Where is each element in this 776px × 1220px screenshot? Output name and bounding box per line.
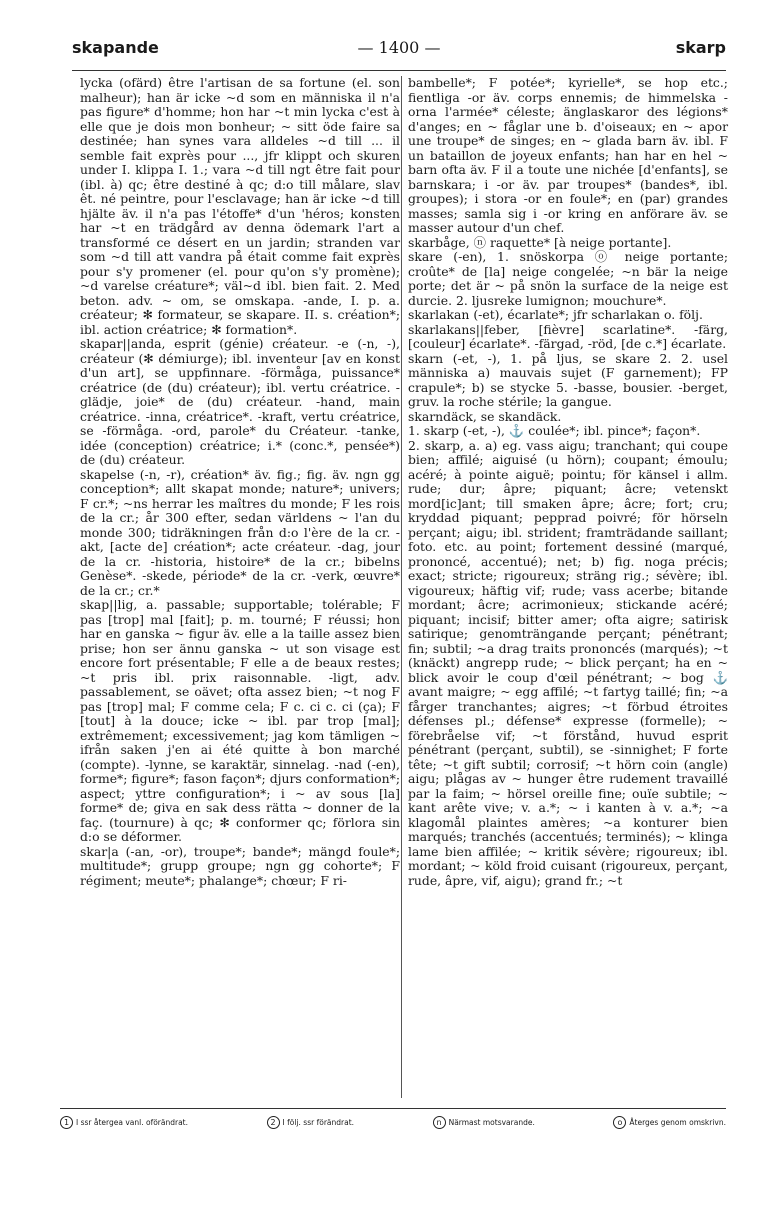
circled-symbol-icon: o bbox=[613, 1116, 626, 1129]
page-number: — 1400 — bbox=[357, 38, 441, 57]
entry-paragraph: skare (-en), 1. snöskorpa ⓞ neige portante; croûte* de [la] neige congelée; ~n bär la neige porte; det är ~ på snön la surface de la neige est durcie. 2. ljusreke lumignon; mouchure*. bbox=[408, 249, 728, 308]
entry-paragraph: skar|a (-an, -or), troupe*; bande*; mängd foule*; multitude*; grupp groupe; ngn gg cohorte*; F régiment; meute*; phalange*; chœur; F ri- bbox=[80, 843, 400, 888]
entry-paragraph: skarlakan (-et), écarlate*; jfr scharlakan o. följ. bbox=[408, 307, 703, 322]
circled-symbol-icon: n bbox=[433, 1116, 446, 1129]
circled-symbol-icon: 2 bbox=[267, 1116, 280, 1129]
footnote bbox=[433, 1116, 535, 1129]
footnote-text: Närmast motsvarande. bbox=[448, 1118, 535, 1127]
footnote-rule bbox=[60, 1108, 726, 1109]
footnote bbox=[613, 1116, 726, 1129]
page-header bbox=[72, 36, 726, 68]
footnote bbox=[267, 1116, 354, 1129]
entry-paragraph: 2. skarp, a. a) eg. vass aigu; tranchant; qui coupe bien; affilé; aiguisé (u hörn); coupant; émoulu; acéré; à pointe aiguë; pointu; för känsel i allm. rude; dur; âpre; piquant; âcre; vetenskt mord[ic]ant; till smaken âpre; âcre; fort; cru; kryddad piquant; pepprad poivré; för hörseln perçant; aigu; ibl. strident; framträdande saillant; foto. etc. au point; fortement dessiné (marqué, prononcé, accentué); net; b) fig. noga précis; exact; stricte; rigoureux; sträng rig.; sévère; ibl. vigoureux; häftig vif; rude; vass acerbe; bitande mordant; âcre; acrimonieux; stickande acéré; piquant; incisif; bitter amer; ofta aigre; satirisk satirique; genomträngande perçant; pénétrant; fin; subtil; ~a drag traits prononcés (marqués); ~t (knäckt) angrepp rude; ~ blick perçant; ha en ~ blick avoir le coup d'œil pénétrant; ~ bog ⚓ avant maigre; ~ egg affilé; ~t fartyg taillé; fin; ~a fårger tranchantes; aigres; ~t förbud étroites défenses pl.; défense* expresse (formelle); ~ förebråelse vif; ~t förstånd, huvud esprit pénétrant (perçant, subtil), se -sinnighet; F forte tête; ~t gift subtil; corrosif; ~t hörn coin (angle) aigu; plågas av ~ hunger être rudement travaillé par la faim; ~ hörsel oreille fine; ouïe subtile; ~ kant arête vive; v. a.*; ~ i kanten à v. a.*; ~a klagomål plaintes amères; ~a konturer bien marqués; tranchés (accentués; terminés); ~ klinga lame bien affilée; ~ kritik sévère; rigoureux; ibl. mordant; ~ köld froid cuisant (rigoureux, perçant, rude, âpre, vif, aigu); grand fr.; ~t bbox=[408, 437, 728, 888]
column-divider bbox=[401, 76, 402, 1098]
entry-paragraph: 1. skarp (-et, -), ⚓ coulée*; ibl. pince*; façon*. bbox=[408, 423, 701, 438]
entry-paragraph: skapelse (-n, -r), création* äv. fig.; fig. äv. ngn gg conception*; allt skapat monde; nature*; univers; F cr.*; ~ns herrar les maîtres du monde; F les rois de la cr.; år 300 efter, sedan världens ~ l'an du monde 300; tidräkningen från d:o l'ère de la cr. -akt, [acte de] création*; acte créateur. -dag, jour de la cr. -historia, histoire* de la cr.; bibelns Genèse*. -skede, période* de la cr. -verk, œuvre* de la cr.; cr.* bbox=[80, 466, 400, 598]
footnote bbox=[60, 1116, 188, 1129]
right-guide-word: skarp bbox=[675, 38, 726, 57]
entry-paragraph: bambelle*; F potée*; kyrielle*, se hop etc.; fientliga -or äv. corps ennemis; de himmelska -orna l'armée* céleste; änglaskaror des légions* d'anges; en ~ fåglar une b. d'oiseaux; en ~ apor une troupe* de singes; en ~ glada barn äv. ibl. F un bataillon de joyeux enfants; han har en hel ~ barn ofta äv. F il a toute une nichée [d'enfants], se barnskara; i -or äv. par troupes* (bandes*, ibl. groupes); i stora -or en foule*; en (par) grandes masses; samla sig i -or kring en anförare äv. se masser autour d'un chef. bbox=[408, 75, 728, 235]
entry-paragraph: skarbåge, ⓝ raquette* [à neige portante]. bbox=[408, 234, 672, 250]
right-column bbox=[408, 76, 728, 888]
entry-paragraph: skap||lig, a. passable; supportable; tolérable; F pas [trop] mal [fait]; p. m. tourné; F réussi; hon har en ganska ~ figur äv. elle a la taille assez bien prise; hon ser ännu ganska ~ ut son visage est encore fort présentable; F elle a de beaux restes; ~t pris ibl. prix raisonnable. -ligt, adv. passablement, se oävet; ofta assez bien; ~t nog F pas [trop] mal; F comme cela; F c. ci c. ci (ça); F [tout] à la douce; icke ~ ibl. par trop [mal]; extrêmement; excessivement; jag kom tämligen ~ ifrån saken j'en ai été quitte à bon marché (compte). -lynne, se karaktär, sinnelag. -nad (-en), forme*; figure*; fason façon*; djurs conformation*; aspect; yttre configuration*; i ~ av sous [la] forme* de; giva en sak dess rätta ~ donner de la faç. (tournure) à qc; ✻ conformer qc; förlora sin d:o se déformer. bbox=[80, 597, 400, 844]
footnotes bbox=[60, 1116, 726, 1129]
entry-paragraph: skarlakans||feber, [fièvre] scarlatine*. -färg, [couleur] écarlate*. -färgad, -röd, [de c.*] écarlate. bbox=[408, 321, 728, 351]
header-rule bbox=[72, 70, 726, 71]
entry-paragraph: skarn (-et, -), 1. på ljus, se skare 2. 2. usel människa a) mauvais sujet (F garnement); FP crapule*; b) se stycke 5. -basse, bousier. -berget, gruv. la roche stérile; la gangue. bbox=[408, 350, 728, 409]
entry-paragraph: lycka (ofärd) être l'artisan de sa fortune (el. son malheur); han är icke ~d som en människa il n'a pas figure* d'homme; hon har ~t min lycka c'est à elle que je dois mon bonheur; ~ sitt öde faire sa destinée; han synes vara alldeles ~d till ... il semble fait exprès pour ..., jfr klippt och skuren under I. klippa I. 1.; vara ~d till ngt être fait pour (ibl. à) qc; être destiné à qc; d:o till målare, slav êt. né peintre, pour l'esclavage; han är icke ~d till hjälte äv. il n'a pas l'étoffe* d'un 'héros; konsten har ~t en trädgård av denna ödemark l'art a transformé ce désert en un jardin; stranden var som ~d till att vandra på était comme fait exprès pour s'y promener (el. pour qu'on s'y promène); ~d varelse créature*; väl~d ibl. bien fait. 2. Med beton. adv. ~ om, se omskapa. -ande, I. p. a. créateur; ✻ formateur, se skapare. II. s. création*; ibl. action créatrice; ✻ formation*. bbox=[80, 75, 400, 337]
entry-paragraph: skarndäck, se skandäck. bbox=[408, 408, 562, 424]
circled-symbol-icon: 1 bbox=[60, 1116, 73, 1129]
entry-paragraph: skapar||anda, esprit (génie) créateur. -e (-n, -), créateur (✻ démiurge); ibl. inventeur [av en konst d'un art], se uppfinnare. -förmåga, puissance* créatrice (de (du) créateur); ibl. vertu créatrice. -glädje, joie* de (du) créateur. -hand, main créatrice. -inna, créatrice*. -kraft, vertu créatrice, se -förmåga. -ord, parole* du Créateur. -tanke, idée (conception) créatrice; i.* (conc.*, pensée*) de (du) créateur. bbox=[80, 336, 400, 467]
left-guide-word: skapande bbox=[72, 38, 159, 57]
footnote-text: I ssr återgea vanl. oförändrat. bbox=[76, 1118, 188, 1127]
footnote-text: Återges genom omskrivn. bbox=[629, 1118, 726, 1127]
left-column bbox=[80, 76, 400, 888]
footnote-text: I följ. ssr förändrat. bbox=[282, 1118, 355, 1127]
